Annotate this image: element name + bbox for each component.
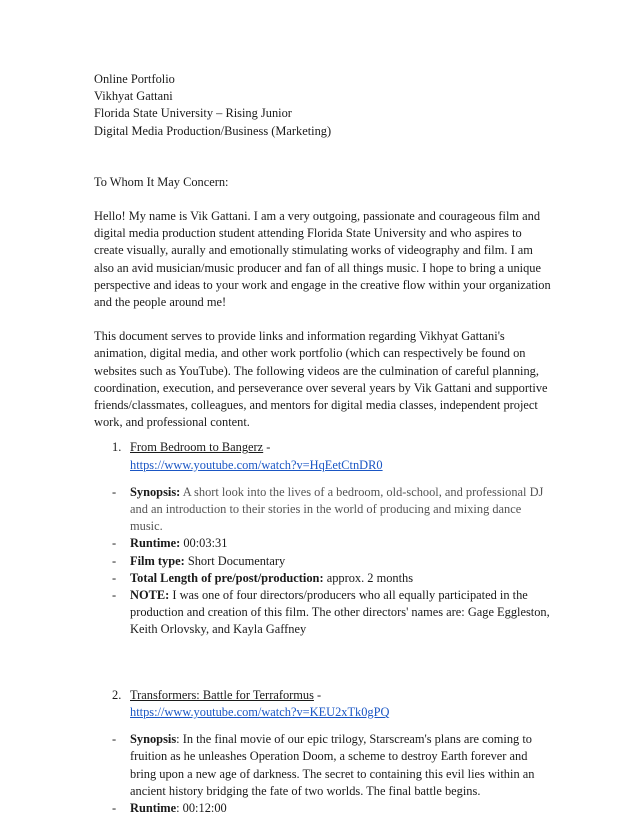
video-title-link[interactable]: Transformers: Battle for Terraformus [130, 687, 314, 702]
label: Synopsis: [130, 484, 181, 499]
video-number: 2. [112, 687, 122, 702]
dash: - [112, 536, 117, 551]
value: approx. 2 months [323, 570, 414, 585]
dash: - [112, 553, 117, 568]
video-2-details [112, 731, 554, 817]
video-title-link[interactable]: From Bedroom to Bangerz [130, 440, 264, 455]
list-item [112, 570, 554, 587]
video-1-details [112, 484, 554, 639]
list-item [112, 731, 554, 800]
value: 00:03:31 [180, 536, 228, 551]
intro-paragraph: Hello! My name is Vik Gattani. I am a very outgoing, passionate and courageous film and digital media production student attending Florida State University and who aspires to create visually, aurally and emotionally stimulating works of videography and film. I am also an avid musician/music producer and fan of all things music. I hope to bring a unique perspective and ideas to your work and engage in the creative flow within your organization and the people around me! [94, 209, 551, 310]
list-item [112, 484, 554, 536]
title-separator: - [313, 687, 322, 702]
video-url-link[interactable]: https://www.youtube.com/watch?v=HqEetCtnDR0 [130, 457, 383, 472]
label: Film type: [130, 553, 185, 568]
purpose-paragraph: This document serves to provide links and information regarding Vikhyat Gattani's animation, digital media, and other work portfolio (which can respectively be found on websites such as YouTube). The following videos are the culmination of careful planning, coordination, execution, and perseverance over several years by Vik Gattani and supportive friends/classmates, colleagues, and mentors for digital media classes, independent project work, and professional content. [94, 329, 548, 430]
label: Total Length of pre/post/production: [130, 570, 324, 585]
video-url-link[interactable]: https://www.youtube.com/watch?v=KEU2xTk0gPQ [130, 704, 390, 719]
header-line-2: Vikhyat Gattani [94, 89, 173, 104]
dash: - [112, 484, 117, 499]
list-item [112, 587, 554, 639]
list-item [112, 800, 554, 817]
value: I was one of four directors/producers who all equally participated in the production and creation of this film. The other directors' names are: Gage Eggleston, Keith Orlovsky, and Kayla Gaffney [130, 588, 550, 637]
label: Runtime [130, 800, 177, 815]
label: Runtime: [130, 536, 181, 551]
dash: - [112, 732, 117, 747]
header-line-3: Florida State University – Rising Junior [94, 106, 292, 121]
list-item [112, 553, 554, 570]
document-content [94, 71, 554, 817]
video-item-1 [112, 439, 554, 473]
salutation: To Whom It May Concern: [94, 174, 229, 189]
video-item-2 [112, 687, 554, 721]
label: NOTE: [130, 588, 170, 603]
list-item [112, 535, 554, 552]
header-line-4: Digital Media Production/Business (Marketing) [94, 123, 332, 138]
title-separator: - [263, 440, 271, 455]
header-line-1: Online Portfolio [94, 72, 175, 86]
value: : 00:12:00 [176, 800, 227, 815]
label: Synopsis [130, 732, 177, 747]
value: A short look into the lives of a bedroom, old-school, and professional DJ and an introduction to their stories in the world of producing and mixing dance music. [130, 484, 544, 534]
dash: - [112, 588, 117, 603]
value: Short Documentary [184, 553, 286, 568]
value: : In the final movie of our epic trilogy, Starscream's plans are coming to fruition as he unleashes Operation Doom, a scheme to destroy Earth forever and bring upon a new age of darkness. The secret to containing this evil lies within an ancient history bridging the fate of two worlds. The final battle begins. [130, 732, 535, 798]
video-number: 1. [112, 440, 122, 455]
dash: - [112, 800, 117, 815]
dash: - [112, 570, 117, 585]
